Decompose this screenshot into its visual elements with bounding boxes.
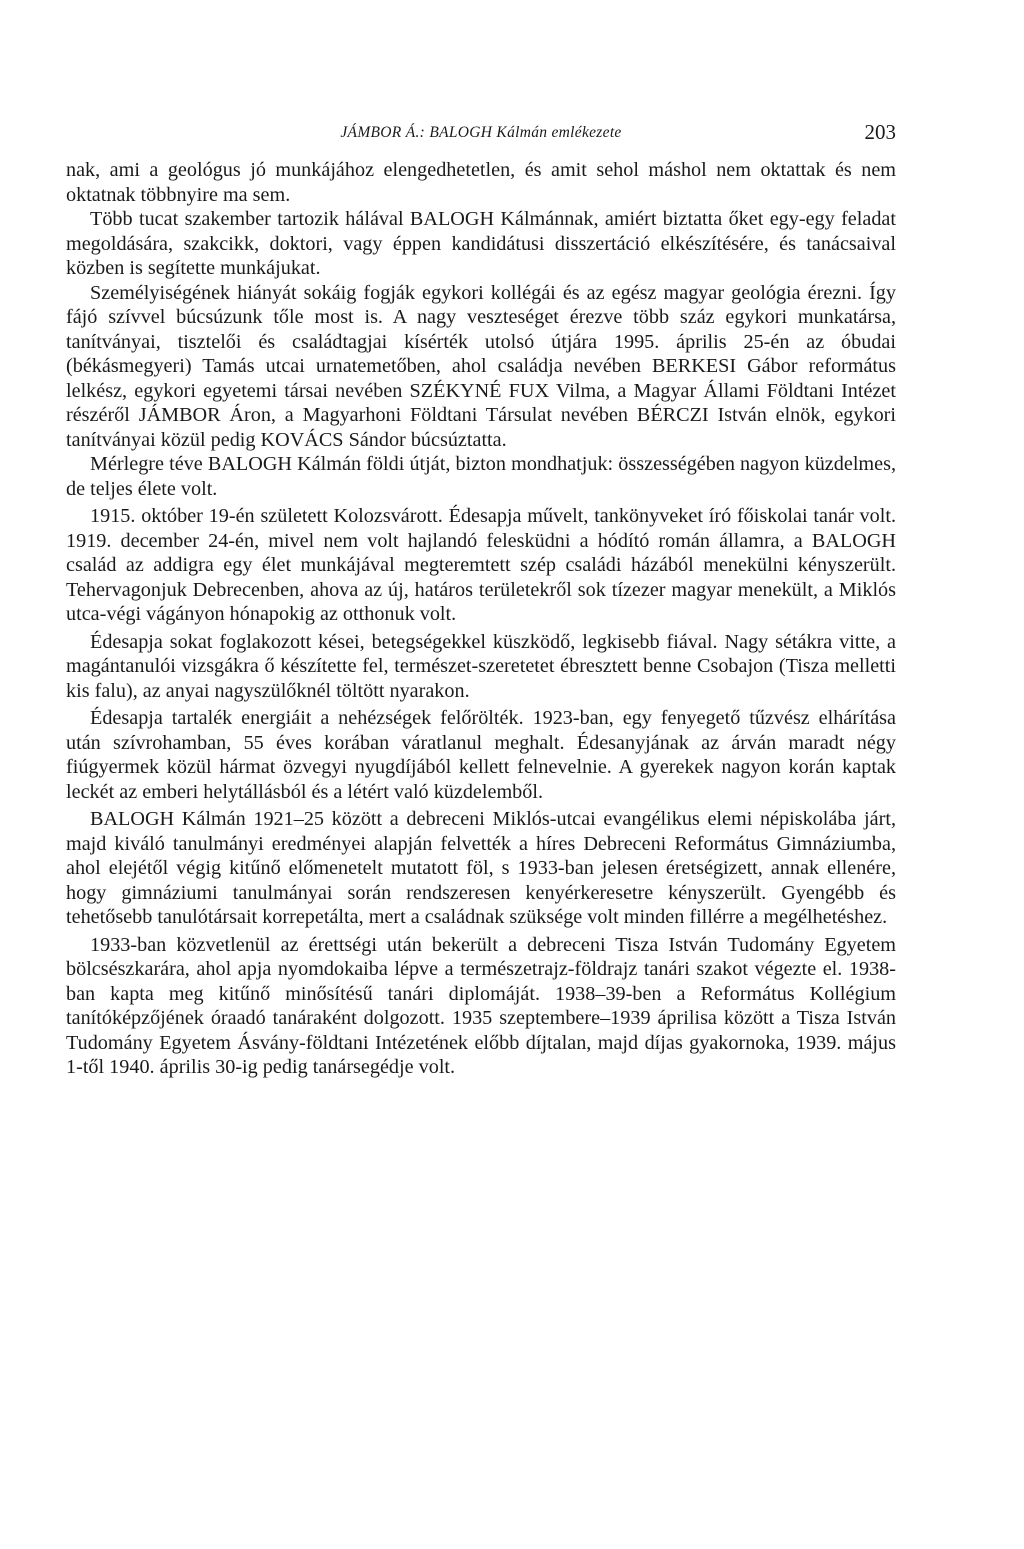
paragraph: Édesapja tartalék energiáit a nehézségek felőrölték. 1923-ban, egy fenyegető tűzvész elhárítása után szívrohamban, 55 éves korában váratlanul meghalt. Édesanyjának az árván maradt négy fiúgyermek közül hármat özvegyi nyugdíjából kellett felnevelnie. A gyerekek nagyon korán kaptak leckét az emberi helytállásból és a létért való küzdelemből. bbox=[66, 707, 896, 803]
paragraph: Személyiségének hiányát sokáig fogják egykori kollégái és az egész magyar geológia érezni. Így fájó szívvel búcsúzunk tőle most is. A nagy veszteséget érezve több száz egykori munkatársa, tanítványai, tisztelői és családtagjai kísérték utolsó útjára 1995. április 25-én az óbudai (békásmegyeri) Tamás utcai urnatemetőben, ahol családja nevében BERKESI Gábor református lelkész, egykori egyetemi társai nevében SZÉKYNÉ FUX Vilma, a Magyar Állami Földtani Intézet részéről JÁMBOR Áron, a Magyarhoni Földtani Társulat nevében BÉRCZI István elnök, egykori tanítványai közül pedig KOVÁCS Sándor búcsúztatta. bbox=[66, 281, 896, 451]
paragraph-continuation: nak, ami a geológus jó munkájához elengedhetetlen, és amit sehol máshol nem oktattak és nem oktatnak többnyire ma sem. bbox=[66, 159, 896, 206]
running-title: JÁMBOR Á.: BALOGH Kálmán emlékezete bbox=[340, 124, 622, 141]
paragraph: BALOGH Kálmán 1921–25 között a debreceni Miklós-utcai evangélikus elemi népiskolába járt, majd kiváló tanulmányi eredményei alapján felvették a híres Debreceni Református Gimnáziumba, ahol elejétől végig kitűnő előmenetelt mutatott föl, s 1933-ban jelesen éretségizett, annak ellenére, hogy gimnáziumi tanulmányai során rendszeresen kenyérkeresetre kényszerült. Gyengébb és tehetősebb tanulótársait korrepetálta, mert a családnak szüksége volt minden fillérre a megélhetéshez. bbox=[66, 808, 896, 928]
body-text bbox=[66, 158, 896, 1080]
paragraph: Édesapja sokat foglakozott kései, betegségekkel küszködő, legkisebb fiával. Nagy sétákra vitte, a magántanulói vizsgákra ő készítette fel, természet-szeretetet ébresztett benne Csobajon (Tisza melletti kis falu), az anyai nagyszülőknél töltött nyarakon. bbox=[66, 630, 896, 702]
page-number: 203 bbox=[864, 120, 896, 144]
running-header bbox=[66, 120, 896, 150]
paragraph: Mérlegre téve BALOGH Kálmán földi útját, bizton mondhatjuk: összességében nagyon küzdelmes, de teljes élete volt. bbox=[66, 453, 896, 500]
paragraph: 1915. október 19-én született Kolozsvárott. Édesapja művelt, tankönyveket író főiskolai tanár volt. 1919. december 24-én, mivel nem volt hajlandó felesküdni a hódító román államra, a BALOGH család az addigra egy élet munkájával megteremtett szép családi házából menekülni kényszerült. Tehervagonjuk Debrecenben, ahova az új, határos területekről sok tízezer magyar menekült, a Miklós utca-végi vágányon hónapokig az otthonuk volt. bbox=[66, 505, 896, 625]
paragraph: Több tucat szakember tartozik hálával BALOGH Kálmánnak, amiért biztatta őket egy-egy feladat megoldására, szakcikk, doktori, vagy éppen kandidátusi disszertáció elkészítésére, és tanácsaival közben is segítette munkájukat. bbox=[66, 208, 896, 279]
paragraph: 1933-ban közvetlenül az érettségi után bekerült a debreceni Tisza István Tudomány Egyetem bölcsészkarára, ahol apja nyomdokaiba lépve a természetrajz-földrajz tanári szakot végezte el. 1938-ban kapta meg kitűnő minősítésű tanári diplomáját. 1938–39-ben a Református Kollégium tanítóképzőjének óraadó tanáraként dolgozott. 1935 szeptembere–1939 áprilisa között a Tisza István Tudomány Egyetem Ásvány-földtani Intézetének előbb díjtalan, majd díjas gyakornoka, 1939. május 1-től 1940. április 30-ig pedig tanársegédje volt. bbox=[66, 933, 896, 1078]
